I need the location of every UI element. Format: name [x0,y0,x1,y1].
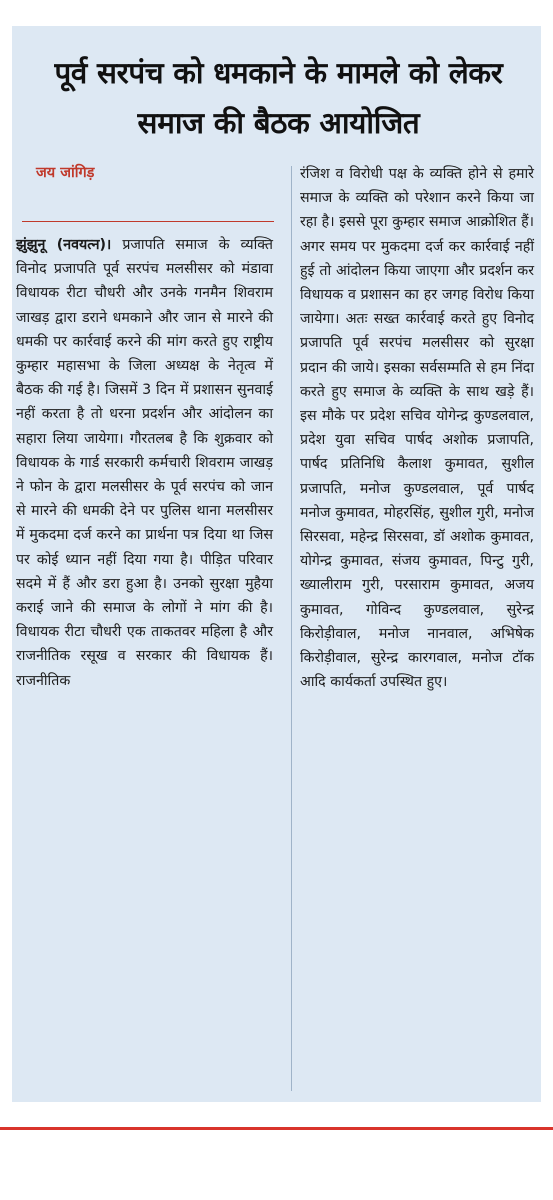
right-column [300,162,534,694]
bottom-rule [0,1127,553,1130]
news-clipping [12,26,541,1102]
right-column-text: रंजिश व विरोधी पक्ष के व्यक्ति होने से हमारे समाज के व्यक्ति को परेशान करने किया जा रहा है। इससे पूरा कुम्हार समाज आक्रोशित हैं। अगर समय पर मुकदमा दर्ज कर कार्रवाई नहीं हुई तो आंदोलन किया जाएगा और प्रदर्शन कर विधायक व प्रशासन का हर जगह विरोध किया जायेगा। अतः सख्त कार्रवाई करते हुए विनोद प्रजापति पूर्व सरपंच मलसीसर को सुरक्षा प्रदान की जाये। इसका सर्वसम्मति से हम निंदा करते हुए समाज के व्यक्ति के साथ खड़े हैं। इस मौके पर प्रदेश सचिव योगेन्द्र कुण्डलवाल, प्रदेश युवा सचिव पार्षद अशोक प्रजापति, पार्षद प्रतिनिधि कैलाश कुमावत, सुशील प्रजापति, मनोज कुण्डलवाल, पूर्व पार्षद मनोज कुमावत, मोहरसिंह, सुशील गुरी, मनोज सिरसवा, महेन्द्र सिरसवा, डॉ अशोक कुमावत, योगेन्द्र कुमावत, संजय कुमावत, पिन्टु गुरी, ख्यालीराम गुरी, परसाराम कुमावत, अजय कुमावत, गोविन्द कुण्डलवाल, सुरेन्द्र किरोड़ीवाल, मनोज नानवाल, अभिषेक किरोड़ीवाल, सुरेन्द्र कारगवाल, मनोज टॉक आदि कार्यकर्ता उपस्थित हुए। [300,166,534,691]
left-column-text: प्रजापति समाज के व्यक्ति विनोद प्रजापति पूर्व सरपंच मलसीसर को मंडावा विधायक रीटा चौधरी और उनके गनमैन शिवराम जाखड़ द्वारा डराने धमकाने और जान से मारने की धमकी पर कार्रवाई करने की मांग करते हुए राष्ट्रीय कुम्हार महासभा के जिला अध्यक्ष के नेतृत्व में बैठक की गई है। जिसमें 3 दिन में प्रशासन सुनवाई नहीं करता है तो धरना प्रदर्शन और आंदोलन का सहारा लिया जायेगा। गौरतलब है कि शुक्रवार को विधायक के गार्ड सरकारी कर्मचारी शिवराम जाखड़ ने फोन के द्वारा मलसीसर के पूर्व सरपंच को जान से मारने की धमकी देने पर पुलिस थाना मलसीसर में मुकदमा दर्ज करने का प्रार्थना पत्र दिया था जिस पर कोई ध्यान नहीं दिया गया है। पीड़ित परिवार सदमे में हैं और डरा हुआ है। उनको सुरक्षा मुहैया कराई जाने की समाज के लोगों ने मांग की है। विधायक रीटा चौधरी एक ताकतवर महिला है और राजनीतिक रसूख व सरकार की विधायक हैं। राजनीतिक [16,237,273,689]
byline-rule [22,221,274,222]
column-divider [291,166,292,1091]
headline: पूर्व सरपंच को धमकाने के मामले को लेकर समाज की बैठक आयोजित [54,56,503,140]
byline: जय जांगिड़ [36,165,95,181]
left-column [16,233,273,693]
dateline: झुंझुनू (नवयत्न)। [16,237,112,253]
